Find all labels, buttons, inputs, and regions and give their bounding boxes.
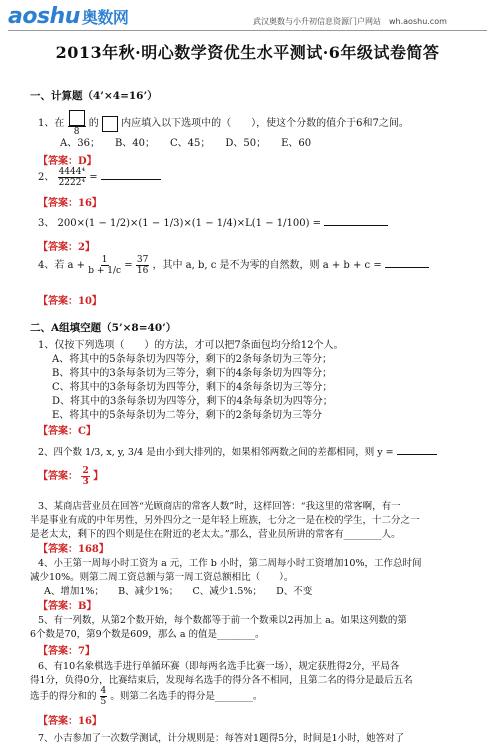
- s2-q2: [38, 444, 437, 458]
- s1-q3: [38, 214, 388, 229]
- s2-q1: 1、仅按下列选项（ ）的方法，才可以把7条面包均分给12个人。: [38, 340, 344, 351]
- site-logo[interactable]: [8, 4, 128, 29]
- s2-q2-answer: [38, 466, 103, 487]
- s2-q3-line2: 半是事业有成的中年男性，另外四分之一是年轻上班族，七分之一是在校的学生，十二分之一: [30, 515, 420, 526]
- s1-q4-answer: 【答案：10】: [38, 296, 102, 307]
- s2-q5-line2: 6个数是70，第9个数是609，那么 a 的值是________。: [30, 629, 265, 640]
- s2-q2-answer-end: 】: [93, 471, 104, 482]
- s1-q1-fraction: [68, 110, 86, 137]
- answer-blank: [397, 444, 437, 455]
- s1-q4-eq: =: [124, 260, 133, 271]
- s1-q2-den: 2222⁴: [58, 178, 86, 188]
- s1-q4-num: 37: [136, 255, 149, 265]
- s2-q4-options: A、增加1%； B、减少1%； C、减少1.5%； D、不变: [44, 586, 313, 597]
- s2-q2-answer-den: 3: [82, 477, 89, 487]
- s2-q6-frac-num: 4: [100, 686, 107, 696]
- answer-blank: [101, 169, 161, 180]
- page-header: [0, 0, 495, 34]
- s1-q4-inner-den: b + 1/c: [88, 266, 122, 276]
- s2-q2-text: 2、四个数 1/3, x, y, 3/4 是由小到大排列的，如果相邻两数之间的差都相同，则 y =: [38, 447, 394, 458]
- header-divider: [8, 30, 487, 31]
- s2-q4-line2: 减少10%。则第二周工资总额与第一周工资总额相比（ ）。: [30, 572, 294, 583]
- logo-cn-text: 奥数网: [81, 8, 129, 27]
- s1-q2-answer: 【答案：16】: [38, 198, 102, 209]
- s1-q2-eq: =: [89, 172, 98, 183]
- s1-q3-answer: 【答案：2】: [38, 242, 95, 253]
- s1-q3-text: 3、 200×(1 − 1/2)×(1 − 1/3)×(1 − 1/4)×L(1 − 1/100) =: [38, 218, 322, 229]
- s2-q5-line1: 5、有一列数，从第2个数开始，每个数都等于前一个数乘以2再加上 a。如果这列数的第: [38, 615, 407, 626]
- s1-q4-inner-num: 1: [101, 255, 108, 265]
- s2-q5-answer: 【答案：7】: [38, 646, 95, 657]
- s2-q6-answer: 【答案：16】: [38, 716, 102, 727]
- s1-q2: [38, 167, 161, 188]
- s2-q3-line1: 3、某商店营业员在回答“光顾商店的常客人数”时，这样回答：“我这里的常客啊，有一: [38, 501, 401, 512]
- s1-q1-answer: 【答案：D】: [38, 156, 97, 167]
- s2-q3-answer: 【答案：168】: [38, 544, 109, 555]
- s1-q1-frac-den: 8: [73, 127, 80, 137]
- s2-q6-line3: [30, 686, 262, 707]
- answer-box: [102, 116, 118, 132]
- answer-blank: [324, 215, 388, 226]
- s1-q1-text-c: 内应填入以下选项中的（ ），使这个分数的值介于6和7之间。: [121, 118, 409, 129]
- s2-q1-opt-d: D、将其中的3条每条切为四等分，剩下的4条每条切为四等分；: [52, 396, 333, 407]
- s1-q2-num: 4444⁴: [58, 167, 86, 177]
- section2-heading: 二、A组填空题（5’×8=40’）: [30, 322, 177, 334]
- answer-box: [69, 110, 85, 126]
- logo-text: aoshu: [8, 4, 80, 29]
- s2-q6-text-b: 。则第二名选手的得分是________。: [110, 691, 263, 702]
- s2-q2-answer-fraction: [81, 466, 89, 487]
- s2-q6-line2: 得1分，负得0分，比赛结束后，发现每名选手的得分各不相同，且第二名的得分是最后五名: [30, 675, 413, 686]
- s1-q1-text-b: 的: [88, 118, 99, 129]
- s1-q2-label: 2、: [38, 172, 55, 183]
- s1-q2-fraction: [58, 167, 87, 188]
- s1-q4-fraction: [136, 255, 149, 276]
- s2-q1-opt-a: A、将其中的5条每条切为四等分，剩下的2条每条切为三等分；: [52, 354, 332, 365]
- s1-q4-text-c: ，其中 a, b, c 是不为零的自然数，则 a + b + c =: [152, 260, 382, 271]
- s2-q6-frac-den: 5: [100, 697, 107, 707]
- s2-q2-answer-num: 2: [82, 466, 89, 476]
- s2-q4-answer: 【答案：B】: [38, 601, 97, 612]
- answer-blank: [385, 257, 429, 268]
- s1-q4-inner-fraction: [88, 255, 121, 276]
- s2-q6-line1: 6、有10名象棋选手进行单循环赛（即每两名选手比赛一场），规定获胜得2分，平局各: [38, 661, 400, 672]
- s2-q6-fraction: [100, 686, 108, 707]
- s2-q1-opt-b: B、将其中的3条每条切为三等分，剩下的4条每条切为四等分；: [52, 368, 333, 379]
- s1-q4-den: 16: [136, 266, 149, 276]
- s2-q1-opt-c: C、将其中的3条每条切为四等分，剩下的4条每条切为三等分；: [52, 382, 333, 393]
- s2-q4-line1: 4、小王第一周每小时工资为 a 元，工作 b 小时，第二周每小时工资增加10%，工作总时间: [38, 558, 422, 569]
- s1-q4: [38, 255, 429, 276]
- s2-q1-opt-e: E、将其中的5条每条切为二等分，剩下的2条每条切为三等分: [52, 410, 323, 421]
- s2-q6-text-a: 选手的得分和的: [30, 691, 97, 702]
- s1-q1: [38, 110, 409, 137]
- s1-q4-text-a: 4、若 a +: [38, 260, 86, 271]
- s1-q1-options: A、36； B、40； C、45； D、50； E、60: [60, 138, 312, 149]
- section1-heading: 一、计算题（4’×4=16’）: [30, 90, 158, 102]
- s2-q7-line1: 7、小吉参加了一次数学测试，计分规则是：每答对1题得5分，时间是1小时，她答对了: [38, 733, 405, 744]
- s2-q2-answer-label: 【答案：: [38, 471, 78, 482]
- page-title: 2013年秋·明心数学资优生水平测试·6年级试卷简答: [55, 43, 440, 62]
- s1-q1-text-a: 1、在: [38, 118, 65, 129]
- header-tagline: 武汉奥数与小升初信息资源门户网站 wh.aoshu.com: [253, 17, 447, 26]
- s2-q3-line3: 是老太太，剩下的四个则是住在附近的老太太。”那么，营业员所讲的常客有________人。: [30, 529, 401, 540]
- s2-q1-answer: 【答案：C】: [38, 426, 96, 437]
